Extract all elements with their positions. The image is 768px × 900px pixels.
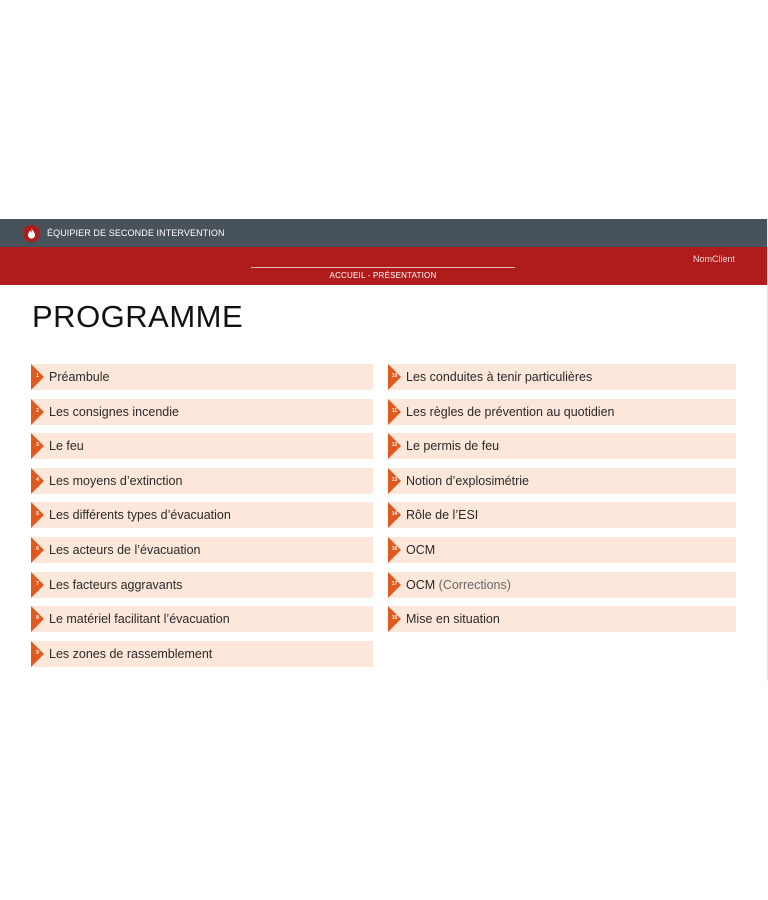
item-label: Les moyens d’extinction (49, 473, 183, 488)
program-item[interactable] (388, 606, 736, 632)
arrow-badge-icon (388, 606, 402, 632)
client-name[interactable]: NomClient (692, 254, 735, 264)
arrow-badge-icon (388, 399, 402, 425)
item-label: Les différents types d’évacuation (49, 508, 231, 523)
item-number: 16 (391, 545, 398, 552)
item-number: 6 (36, 545, 39, 552)
item-number: 1 (36, 373, 39, 379)
program-item[interactable] (31, 537, 373, 563)
item-number: 17 (391, 580, 398, 587)
item-number: 15 (391, 615, 398, 622)
program-item[interactable] (31, 433, 373, 459)
item-label-sub: (Corrections) (438, 577, 511, 592)
item-label: Les règles de prévention au quotidien (406, 404, 615, 419)
item-number: 4 (36, 476, 39, 483)
arrow-badge-icon (388, 572, 402, 598)
arrow-badge-icon (31, 502, 45, 528)
arrow-badge-icon (31, 399, 45, 425)
program-list-left (31, 364, 373, 675)
program-item[interactable] (388, 537, 736, 563)
item-label: Mise en situation (406, 612, 500, 627)
item-label: Préambule (49, 370, 110, 384)
item-label: Les facteurs aggravants (49, 577, 183, 592)
program-item[interactable] (31, 572, 373, 598)
arrow-badge-icon (31, 606, 45, 632)
arrow-badge-icon (388, 433, 402, 459)
item-number: 8 (36, 615, 39, 622)
navigation-bar (0, 247, 767, 285)
arrow-badge-icon (31, 572, 45, 598)
program-item[interactable] (31, 468, 373, 494)
program-item[interactable] (388, 433, 736, 459)
flame-icon[interactable] (23, 225, 40, 242)
program-list-right (388, 364, 736, 641)
item-number: 12 (391, 442, 398, 449)
item-number: 9 (36, 649, 39, 656)
item-number: 10 (391, 373, 398, 379)
program-item[interactable] (31, 364, 373, 390)
program-item[interactable] (388, 468, 736, 494)
arrow-badge-icon (388, 364, 402, 390)
arrow-badge-icon (31, 364, 45, 390)
item-number: 3 (36, 442, 39, 449)
program-item[interactable] (388, 399, 736, 425)
arrow-badge-icon (31, 641, 45, 667)
item-number: 13 (391, 476, 398, 483)
program-item[interactable] (31, 399, 373, 425)
top-bar (0, 219, 767, 247)
arrow-badge-icon (388, 502, 402, 528)
item-label: Les consignes incendie (49, 404, 179, 419)
item-label: Notion d’explosimétrie (406, 473, 529, 488)
arrow-badge-icon (388, 537, 402, 563)
item-label: Le matériel facilitant l’évacuation (49, 612, 230, 627)
program-item[interactable] (31, 641, 373, 667)
arrow-badge-icon (388, 468, 402, 494)
item-label (406, 578, 511, 592)
arrow-badge-icon (31, 537, 45, 563)
page-title: PROGRAMME (32, 299, 244, 334)
item-label: Le feu (49, 439, 84, 454)
program-item[interactable] (388, 572, 736, 598)
item-number: 7 (36, 580, 39, 587)
breadcrumb-divider (251, 267, 515, 268)
arrow-badge-icon (31, 468, 45, 494)
item-label: Les acteurs de l’évacuation (49, 542, 201, 557)
item-number: 5 (36, 511, 39, 518)
item-number: 14 (391, 511, 398, 518)
program-item[interactable] (31, 502, 373, 528)
item-number: 2 (36, 407, 39, 414)
arrow-badge-icon (31, 433, 45, 459)
slide (0, 219, 768, 681)
item-label: Rôle de l’ESI (406, 508, 479, 523)
item-label: Le permis de feu (406, 439, 500, 454)
program-item[interactable] (388, 364, 736, 390)
item-label: OCM (406, 542, 436, 557)
breadcrumb[interactable]: ACCUEIL - PRÉSENTATION (329, 271, 437, 280)
item-label: Les zones de rassemblement (49, 646, 213, 661)
item-label-main: OCM (406, 577, 436, 592)
app-title: ÉQUIPIER DE SECONDE INTERVENTION (47, 228, 225, 238)
program-item[interactable] (388, 502, 736, 528)
item-label: Les conduites à tenir particulières (406, 370, 593, 384)
item-number: 11 (391, 407, 398, 414)
program-item[interactable] (31, 606, 373, 632)
